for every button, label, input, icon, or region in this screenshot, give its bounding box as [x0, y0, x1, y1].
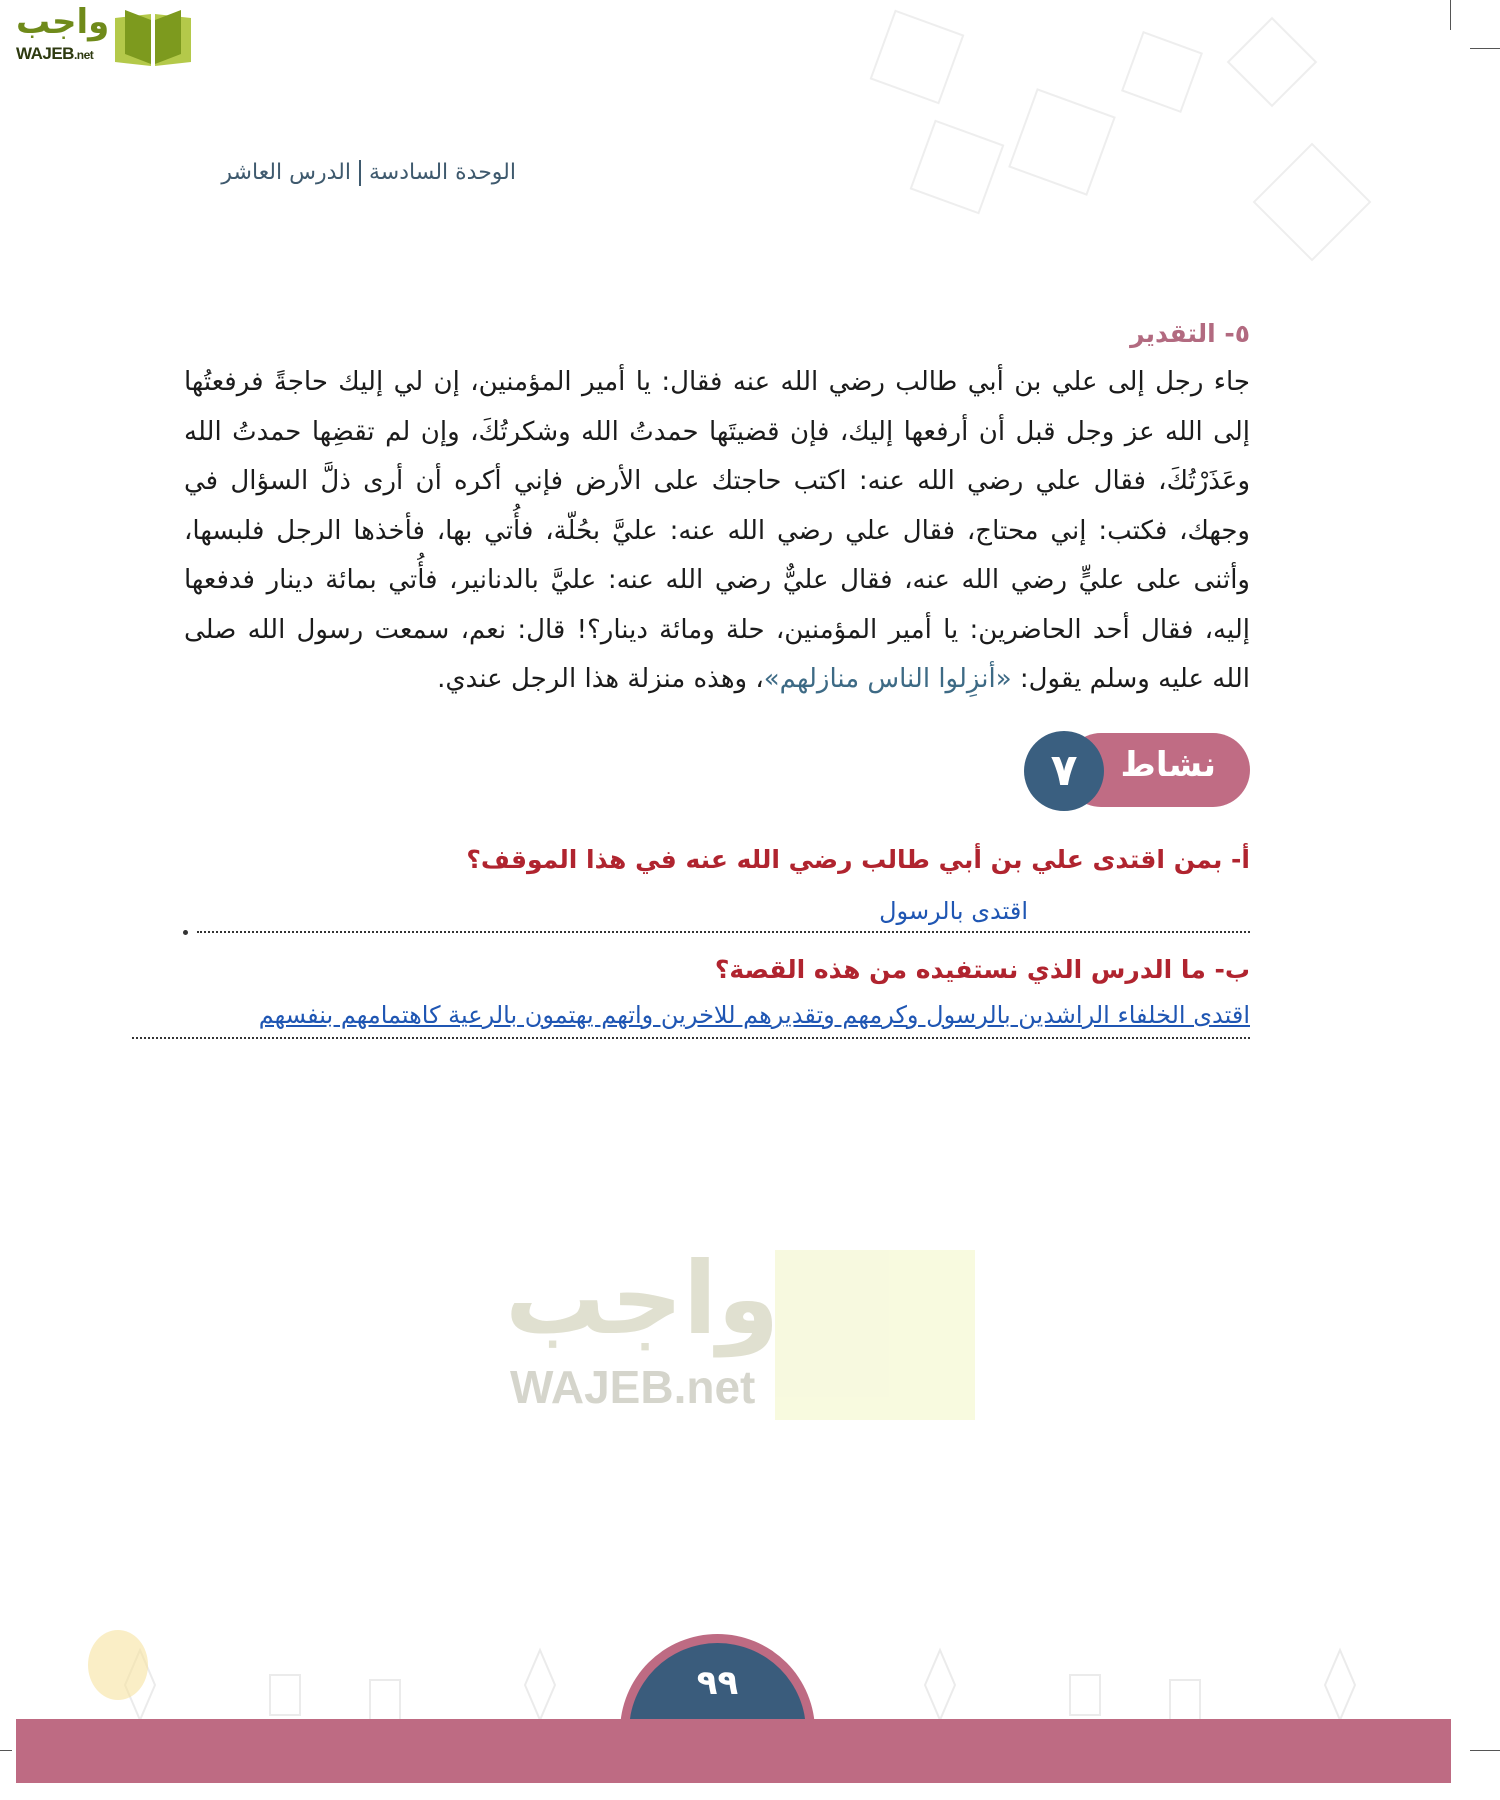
breadcrumb	[221, 160, 516, 186]
watermark-arabic: واجب	[505, 1240, 780, 1357]
page-number: ٩٩	[696, 1663, 739, 1703]
wajeb-logo[interactable]	[8, 4, 193, 66]
crop-mark	[1470, 1750, 1500, 1751]
answer-a-field[interactable]: اقتدى بالرسول	[879, 896, 1028, 925]
question-a: أ- بمن اقتدى علي بن أبي طالب رضي الله عنه في هذا الموقف؟	[466, 844, 1250, 874]
background-pattern	[870, 10, 965, 105]
answer-b-field[interactable]: اقتدى الخلفاء الراشدين بالرسول وكرمهم وتقديرهم للاخرين واتهم يهتمون بالرعية كاهتمامهم بنفسهم	[258, 1000, 1250, 1029]
section-title: ٥- التقدير	[1130, 319, 1250, 348]
background-pattern	[910, 120, 1005, 215]
story-text: جاء رجل إلى علي بن أبي طالب رضي الله عنه فقال: يا أمير المؤمنين، إن لي إليك حاجةً فرفعتُها إلى الله عز وجل قبل أن أرفعها إليك، فإن قضيتَها حمدتُ الله وشكرتُكَ، وإن لم تقضِها حمدتُ الله وعَذَرْتُكَ، فقال علي رضي الله عنه: اكتب حاجتك على الأرض فإني أكره أن أرى ذلَّ السؤال في وجهك، فكتب: إني محتاج، فقال علي رضي الله عنه: عليَّ بحُلّة، فأُتي بها، فأخذها الرجل فلبسها، وأثنى على عليٍّ رضي الله عنه، فقال عليٌّ رضي الله عنه: عليَّ بالدنانير، فأُتي بمائة دينار فدفعها إليه، فقال أحد الحاضرين: يا أمير المؤمنين، حلة ومائة دينار؟! قال: نعم، سمعت رسول الله صلى الله عليه وسلم يقول:	[184, 367, 1250, 694]
crop-mark	[1470, 48, 1500, 49]
activity-badge	[1024, 731, 1250, 811]
background-pattern	[1008, 88, 1116, 196]
answer-b-line	[132, 997, 1250, 1039]
footer-bar	[16, 1719, 1451, 1783]
watermark-latin: WAJEB.net	[510, 1361, 756, 1413]
logo-arabic: واجب	[16, 2, 110, 42]
crop-mark	[1450, 0, 1451, 30]
background-pattern	[1253, 143, 1372, 262]
story-paragraph	[184, 358, 1250, 705]
lesson-label: الدرس العاشر	[221, 160, 351, 185]
hadith-quote: «أنزِلوا الناس منازلهم»	[763, 664, 1012, 694]
background-pattern	[1121, 31, 1203, 113]
divider	[359, 160, 361, 186]
book-icon	[113, 6, 193, 66]
activity-label: نشاط	[1120, 744, 1216, 785]
background-pattern	[1227, 17, 1318, 108]
corner-emblem-icon	[88, 1630, 148, 1700]
story-text-end: ، وهذه منزلة هذا الرجل عندي.	[437, 664, 764, 694]
answer-a-line	[197, 887, 1250, 933]
line-dot	[183, 930, 188, 935]
watermark-book-icon	[775, 1250, 975, 1420]
main-content	[132, 316, 1250, 1039]
logo-latin: WAJEB.net	[16, 44, 94, 63]
question-b: ب- ما الدرس الذي نستفيده من هذه القصة؟	[714, 954, 1250, 984]
activity-number: ٧	[1024, 731, 1104, 811]
unit-label: الوحدة السادسة	[368, 160, 516, 185]
crop-mark	[0, 1750, 12, 1751]
watermark	[505, 1240, 985, 1420]
